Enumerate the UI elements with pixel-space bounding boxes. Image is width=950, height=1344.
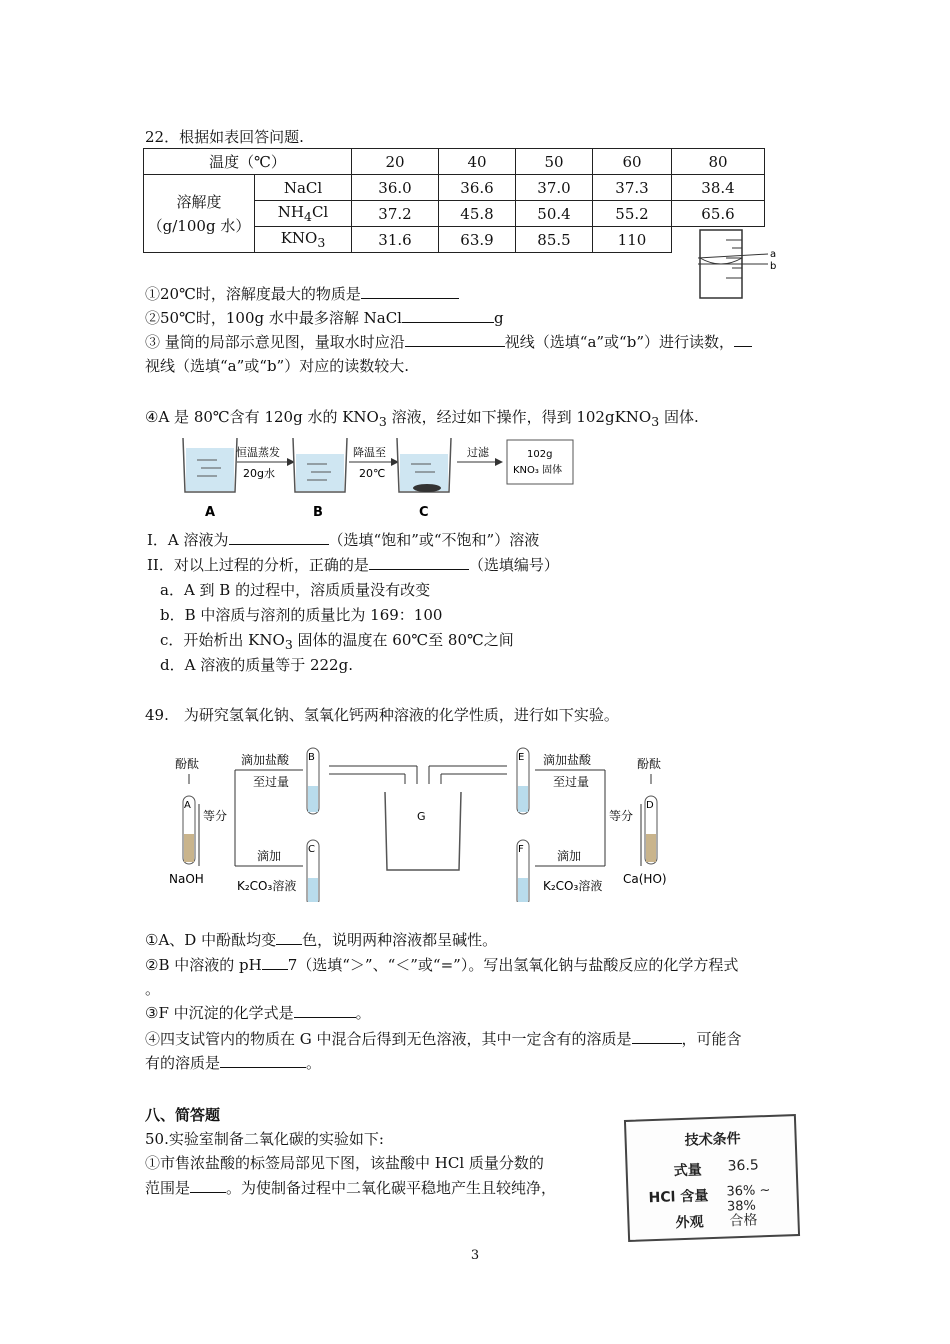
k2co3-left: K₂CO₃溶液 <box>237 879 297 893</box>
substance-kno3 <box>255 227 352 253</box>
substance-nacl: NaCl <box>255 175 352 201</box>
value-cell: 63.9 <box>439 227 516 253</box>
label-key: 式量 <box>673 1162 703 1180</box>
add-hcl-right: 滴加盐酸 <box>543 753 592 767</box>
q4-text: ④A 是 80℃含有 120g 水的 KNO <box>145 408 379 426</box>
tube-e-liquid <box>518 786 528 812</box>
formula-tail: Cl <box>311 203 329 221</box>
experiment-figure <box>165 742 685 902</box>
arrow-head <box>495 458 503 466</box>
q22-q3-cont: 视线（选填“a”或“b”）对应的读数较大. <box>145 357 409 375</box>
drip-right: 滴加 <box>557 849 582 863</box>
split-left: 等分 <box>203 809 228 823</box>
q3-text-2: 视线（选填“a”或“b”）进行读数， <box>504 333 735 351</box>
section-heading: 八、简答题 <box>145 1106 221 1124</box>
result-box <box>507 440 573 484</box>
step2-top: 降温至 <box>353 446 386 459</box>
excess-right: 至过量 <box>553 775 590 789</box>
value-cell: 45.8 <box>439 201 516 227</box>
row-label <box>144 175 255 253</box>
beaker-g <box>385 792 461 870</box>
q49-title: 49. 为研究氢氧化钠、氢氧化钙两种溶液的化学性质，进行如下实验。 <box>145 706 619 724</box>
q22-q1 <box>145 283 459 305</box>
value-cell: 37.3 <box>593 175 672 201</box>
option-a: a．A 到 B 的过程中，溶质质量没有改变 <box>160 581 431 599</box>
tube-a-liquid <box>184 834 194 862</box>
formula-main: KNO <box>280 229 318 247</box>
step3-top: 过滤 <box>467 446 489 459</box>
q22-q2 <box>145 307 504 329</box>
value-cell: 65.6 <box>672 201 765 227</box>
row-label-line1: 溶解度 <box>176 192 222 211</box>
naoh-label: NaOH <box>169 872 204 886</box>
q2-text: ②50℃时，100g 水中最多溶解 NaCl <box>145 309 402 327</box>
split-right: 等分 <box>609 809 634 823</box>
value-cell: 36.0 <box>352 175 439 201</box>
temp-cell: 50 <box>516 149 593 175</box>
excess-left: 至过量 <box>253 775 290 789</box>
qII-text-2: （选填编号） <box>468 556 559 574</box>
q22-II <box>147 554 559 576</box>
label-b: B <box>313 505 323 520</box>
value-cell: 31.6 <box>352 227 439 253</box>
l4-text-2: ，可能含 <box>681 1030 742 1048</box>
q22-title: 22．根据如表回答问题. <box>145 128 304 146</box>
option-d: d．A 溶液的质量等于 222g. <box>160 656 353 674</box>
qI-text-2: （选填“饱和”或“不饱和”）溶液 <box>328 531 540 549</box>
formula-sub: 3 <box>651 414 660 429</box>
temp-cell: 20 <box>352 149 439 175</box>
beaker-label-g: G <box>417 810 426 823</box>
row-label-line2: （g/100g 水） <box>147 216 251 235</box>
option-c <box>160 629 514 656</box>
solubility-table <box>143 148 765 253</box>
temp-cell: 80 <box>672 149 765 175</box>
q49-l1 <box>145 929 497 951</box>
formula-sub: 3 <box>317 235 326 250</box>
option-b: b．B 中溶质与溶剂的质量比为 169：100 <box>160 606 443 624</box>
formula-sub: 3 <box>284 637 293 652</box>
q50-line1: ①市售浓盐酸的标签局部见下图，该盐酸中 HCl 质量分数的 <box>145 1154 544 1172</box>
q2-unit: g <box>493 309 504 327</box>
q50-title: 50.实验室制备二氧化碳的实验如下: <box>145 1130 384 1148</box>
label-a: A <box>205 505 216 520</box>
result-line2: KNO₃ 固体 <box>513 465 563 476</box>
label-c: C <box>419 505 429 520</box>
step1-top: 恒温蒸发 <box>236 446 280 459</box>
l2-text-2: 7（选填“＞”、“＜”或“=”）。写出氢氧化钠与盐酸反应的化学方程式 <box>287 956 739 974</box>
answer-blank[interactable] <box>402 307 494 323</box>
tube-label-f: F <box>518 844 524 855</box>
q4-text-3: 固体. <box>659 408 699 426</box>
answer-blank[interactable] <box>190 1177 226 1193</box>
step1-bot: 20g水 <box>243 467 275 480</box>
add-hcl-left: 滴加盐酸 <box>241 753 290 767</box>
beaker-c <box>397 438 451 492</box>
formula-main: NH <box>277 203 304 221</box>
phenol-right: 酚酞 <box>637 757 662 771</box>
answer-blank[interactable] <box>276 929 302 945</box>
q49-l5 <box>145 1052 321 1074</box>
value-cell: 50.4 <box>516 201 593 227</box>
label-value: 36% ~ 38% <box>726 1182 771 1215</box>
cylinder-figure <box>696 228 780 302</box>
optc-text: c．开始析出 KNO <box>160 631 285 649</box>
substance-nh4cl <box>255 201 352 227</box>
label-key: HCl 含量 <box>648 1188 709 1207</box>
q49-l2-end: 。 <box>145 980 161 998</box>
temp-cell: 40 <box>439 149 516 175</box>
tube-d-liquid <box>646 834 656 862</box>
tube-label-b: B <box>308 752 315 763</box>
formula-sub: 4 <box>303 209 312 224</box>
label-b: b <box>770 261 777 272</box>
q1-text: ①20℃时，溶解度最大的物质是 <box>145 285 361 303</box>
value-cell: 55.2 <box>593 201 672 227</box>
qI-text: I．A 溶液为 <box>147 531 229 549</box>
q50-text-2: 。为使制备过程中二氧化碳平稳地产生且较纯净， <box>226 1179 557 1197</box>
value-cell: 85.5 <box>516 227 593 253</box>
answer-blank[interactable] <box>405 331 505 347</box>
l3-text: ③F 中沉淀的化学式是 <box>145 1004 294 1022</box>
answer-blank[interactable] <box>220 1052 306 1068</box>
beaker-a <box>183 438 237 492</box>
l5-text: 有的溶质是 <box>145 1054 221 1072</box>
answer-blank[interactable] <box>262 954 288 970</box>
tube-f-liquid <box>518 878 528 902</box>
tube-label-d: D <box>646 800 654 811</box>
value-cell: 110 <box>593 227 672 253</box>
l5-text-2: 。 <box>306 1054 322 1072</box>
tube-label-c: C <box>308 844 315 855</box>
l1-text-2: 色，说明两种溶液都呈碱性。 <box>302 931 498 949</box>
answer-blank[interactable] <box>229 529 329 545</box>
tube-c-liquid <box>308 878 318 902</box>
temp-header: 温度（℃） <box>144 149 352 175</box>
value-cell: 38.4 <box>672 175 765 201</box>
l2-text: ②B 中溶液的 pH <box>145 956 262 974</box>
beaker-b <box>293 438 347 492</box>
value-cell: 36.6 <box>439 175 516 201</box>
q3-text: ③ 量筒的局部示意见图，量取水时应沿 <box>145 333 405 351</box>
result-line1: 102g <box>527 449 553 460</box>
formula-sub: 3 <box>378 414 387 429</box>
label-title: 技术条件 <box>684 1130 741 1149</box>
qII-text: II．对以上过程的分析，正确的是 <box>147 556 369 574</box>
q50-line2 <box>145 1177 556 1199</box>
page-number: 3 <box>470 1248 480 1263</box>
q50-text: 范围是 <box>145 1179 191 1197</box>
phenol-left: 酚酞 <box>175 757 200 771</box>
step2-bot: 20℃ <box>359 467 386 480</box>
acid-label-image <box>624 1114 800 1242</box>
l4-text: ④四支试管内的物质在 G 中混合后得到无色溶液，其中一定含有的溶质是 <box>145 1030 632 1048</box>
tube-b-liquid <box>308 786 318 812</box>
temp-cell: 60 <box>593 149 672 175</box>
q4-text-2: 溶液，经过如下操作，得到 102gKNO <box>386 408 652 426</box>
q49-l3 <box>145 1002 371 1024</box>
answer-blank[interactable] <box>734 331 752 347</box>
drip-left: 滴加 <box>257 849 282 863</box>
tube-label-a: A <box>184 800 191 811</box>
process-flow-figure <box>175 432 585 522</box>
tube-label-e: E <box>518 752 525 763</box>
label-value: 36.5 <box>727 1157 760 1175</box>
label-a: a <box>770 249 777 260</box>
answer-blank[interactable] <box>361 283 459 299</box>
label-key: 外观 <box>675 1214 704 1232</box>
optc-text-2: 固体的温度在 60℃至 80℃之间 <box>292 631 514 649</box>
q49-l2 <box>145 954 738 976</box>
q22-q4 <box>145 406 699 433</box>
q22-I <box>147 529 539 551</box>
q22-q3 <box>145 331 752 353</box>
answer-blank[interactable] <box>632 1028 682 1044</box>
answer-blank[interactable] <box>369 554 469 570</box>
k2co3-right: K₂CO₃溶液 <box>543 879 603 893</box>
q49-l4 <box>145 1028 742 1050</box>
answer-blank[interactable] <box>294 1002 356 1018</box>
caoh-label: Ca(HO) <box>623 872 667 886</box>
value-cell: 37.0 <box>516 175 593 201</box>
l1-text: ①A、D 中酚酞均变 <box>145 931 277 949</box>
label-value: 合格 <box>729 1212 758 1230</box>
l3-text-2: 。 <box>355 1004 371 1022</box>
value-cell: 37.2 <box>352 201 439 227</box>
